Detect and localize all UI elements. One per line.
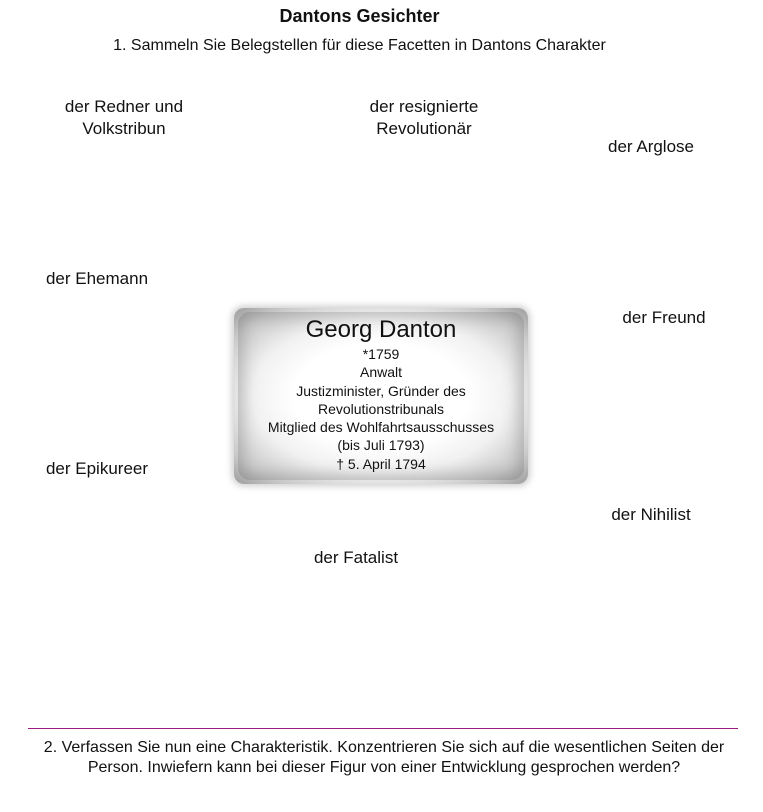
section-divider bbox=[28, 728, 738, 729]
task-2-line2: Person. Inwiefern kann bei dieser Figur von einer Entwicklung gesprochen werden? bbox=[87, 759, 681, 776]
facet-redner-line2: Volkstribun bbox=[82, 119, 166, 138]
facet-redner bbox=[52, 96, 196, 140]
facet-resignierter-revolutionaer bbox=[352, 96, 496, 140]
portrait-death: † 5. April 1794 bbox=[336, 455, 426, 472]
portrait-role-4: (bis Juli 1793) bbox=[337, 437, 425, 454]
portrait-card bbox=[234, 308, 528, 484]
portrait-name: Georg Danton bbox=[305, 316, 457, 343]
task-2-line1: 2. Verfassen Sie nun eine Charakteristik. Konzentrieren Sie sich auf die wesentlichen Seiten der bbox=[43, 739, 725, 756]
facet-resigniert-line2: Revolutionär bbox=[376, 119, 472, 138]
portrait-profession: Anwalt bbox=[359, 364, 403, 381]
facet-ehemann: der Ehemann bbox=[45, 269, 149, 288]
portrait-role-2: Revolutionstribunals bbox=[317, 400, 445, 417]
page-title: Dantons Gesichter bbox=[279, 6, 440, 26]
portrait-role-1: Justizminister, Gründer des bbox=[296, 382, 466, 399]
task-1-instruction: 1. Sammeln Sie Belegstellen für diese Facetten in Dantons Charakter bbox=[113, 37, 606, 54]
portrait-birth: *1759 bbox=[362, 346, 400, 362]
facet-epikureer: der Epikureer bbox=[45, 459, 149, 478]
facet-fatalist: der Fatalist bbox=[313, 548, 399, 567]
task-2-instruction bbox=[22, 738, 746, 778]
portrait-role-3: Mitglied des Wohlfahrtsausschusses bbox=[267, 419, 495, 436]
facet-redner-line1: der Redner und bbox=[64, 97, 184, 116]
portrait-card-content bbox=[234, 316, 528, 473]
facet-resigniert-line1: der resignierte bbox=[369, 97, 479, 116]
facet-nihilist: der Nihilist bbox=[611, 505, 691, 524]
facet-freund: der Freund bbox=[622, 308, 706, 327]
facet-arglose: der Arglose bbox=[608, 137, 694, 156]
